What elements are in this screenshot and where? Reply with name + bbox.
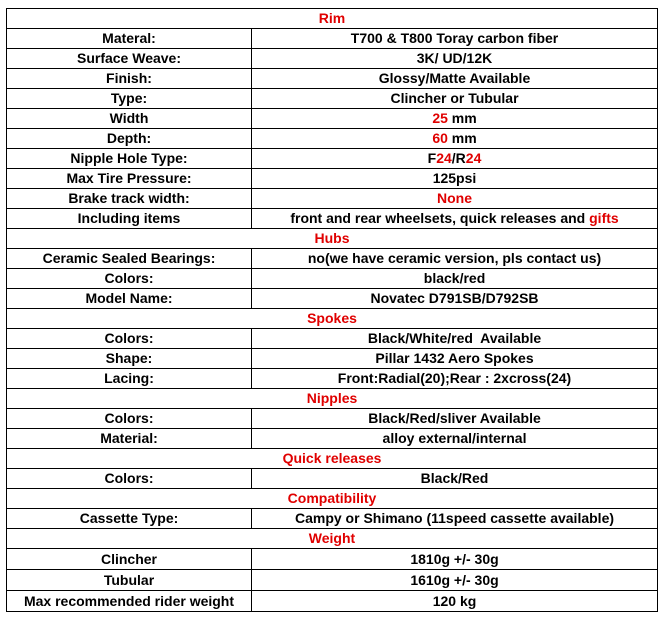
spec-row [7,109,658,129]
spec-label: Ceramic Sealed Bearings: [7,249,252,269]
section-header-row [7,449,658,469]
section-title: Hubs [7,229,658,249]
section-title: Weight [7,529,658,549]
spec-label: Colors: [7,469,252,489]
spec-value-text: 125psi [432,170,477,186]
spec-value-highlight: 60 [432,130,448,146]
spec-row [7,369,658,389]
section-header-row [7,9,658,29]
spec-row [7,49,658,69]
spec-value [252,429,658,449]
spec-value-text: Black/Red/sliver Available [368,410,541,426]
spec-label: Surface Weave: [7,49,252,69]
spec-label: Type: [7,89,252,109]
spec-value-text: alloy external/internal [382,430,527,446]
spec-row [7,249,658,269]
spec-label: Depth: [7,129,252,149]
spec-row [7,189,658,209]
section-header-row [7,229,658,249]
spec-value [252,69,658,89]
spec-sheet [6,8,657,612]
spec-label: Nipple Hole Type: [7,149,252,169]
spec-value [252,129,658,149]
spec-value [252,29,658,49]
spec-row [7,429,658,449]
spec-row [7,29,658,49]
spec-value-text: Clincher or Tubular [390,90,519,106]
spec-label: Including items [7,209,252,229]
spec-label: Clincher [7,549,252,570]
spec-value-text: black/red [423,270,486,286]
spec-row [7,89,658,109]
spec-value [252,570,658,591]
spec-label: Tubular [7,570,252,591]
spec-value-text: Black/White/red Available [367,330,542,346]
spec-label: Max Tire Pressure: [7,169,252,189]
section-header-row [7,529,658,549]
section-title: Quick releases [7,449,658,469]
spec-value [252,409,658,429]
spec-value [252,149,658,169]
spec-row [7,129,658,149]
spec-value [252,189,658,209]
spec-value [252,369,658,389]
spec-label: Material: [7,429,252,449]
spec-label: Finish: [7,69,252,89]
spec-value-text: Pillar 1432 Aero Spokes [375,350,534,366]
spec-row [7,509,658,529]
section-title: Compatibility [7,489,658,509]
spec-row [7,549,658,570]
section-header-row [7,489,658,509]
spec-row [7,269,658,289]
spec-value [252,549,658,570]
spec-value [252,249,658,269]
spec-value [252,591,658,612]
spec-label: Brake track width: [7,189,252,209]
spec-value-text: front and rear wheelsets, quick releases and [290,210,590,226]
spec-value-highlight: 24 [465,150,482,166]
spec-value [252,329,658,349]
spec-row [7,69,658,89]
spec-value [252,89,658,109]
spec-value-text: mm [447,110,477,126]
section-title: Nipples [7,389,658,409]
spec-value-text: mm [447,130,477,146]
spec-row [7,149,658,169]
section-title: Spokes [7,309,658,329]
spec-row [7,209,658,229]
spec-label: Colors: [7,329,252,349]
spec-value-highlight: 24 [436,150,452,166]
spec-value [252,469,658,489]
spec-label: Colors: [7,409,252,429]
spec-row [7,591,658,612]
spec-value [252,49,658,69]
spec-row [7,349,658,369]
spec-row [7,469,658,489]
spec-value-text: /R [451,150,466,166]
spec-table-body [7,9,658,612]
spec-value [252,109,658,129]
spec-value [252,509,658,529]
section-header-row [7,309,658,329]
spec-value [252,289,658,309]
section-title: Rim [7,9,658,29]
spec-table [6,8,658,612]
spec-value-text: F [427,150,437,166]
spec-label: Max recommended rider weight [7,591,252,612]
spec-row [7,329,658,349]
spec-label: Width [7,109,252,129]
spec-value-text: 3K/ UD/12K [416,50,493,66]
spec-row [7,570,658,591]
spec-value-text: 1610g +/- 30g [410,571,499,588]
spec-row [7,169,658,189]
spec-value [252,349,658,369]
spec-row [7,289,658,309]
spec-label: Model Name: [7,289,252,309]
spec-value-text: T700 & T800 Toray carbon fiber [350,30,559,46]
spec-label: Cassette Type: [7,509,252,529]
spec-value-text: 120 kg [432,592,477,609]
spec-value-text: Black/Red [420,470,489,486]
spec-label: Lacing: [7,369,252,389]
spec-value-text: Novatec D791SB/D792SB [370,290,539,306]
spec-label: Materal: [7,29,252,49]
spec-value-text: Campy or Shimano (11speed cassette available) [294,510,615,526]
spec-value [252,169,658,189]
section-header-row [7,389,658,409]
spec-value-highlight: None [437,190,472,206]
spec-value-text: Glossy/Matte Available [378,70,531,86]
spec-value-text: Front:Radial(20);Rear : 2xcross(24) [337,370,572,386]
spec-label: Colors: [7,269,252,289]
spec-value [252,269,658,289]
spec-value-text: no(we have ceramic version, pls contact us) [307,250,602,266]
spec-label: Shape: [7,349,252,369]
spec-value-highlight: 25 [432,110,448,126]
spec-value-text: 1810g +/- 30g [410,550,499,567]
spec-value-highlight: gifts [589,210,619,226]
spec-value [252,209,658,229]
spec-row [7,409,658,429]
